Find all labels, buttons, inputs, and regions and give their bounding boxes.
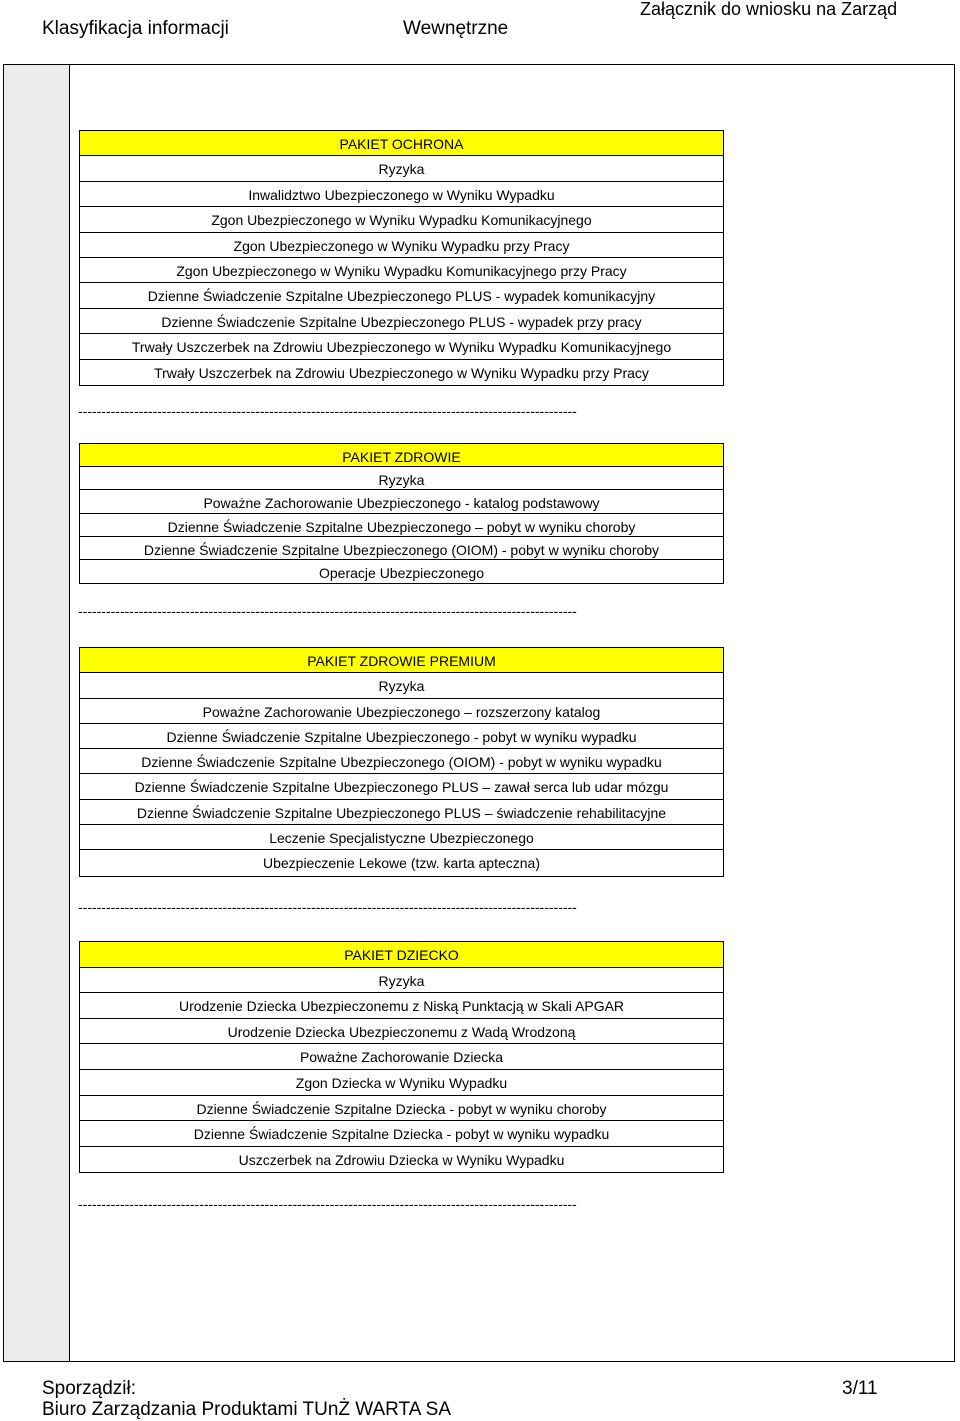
risk-item: Dzienne Świadczenie Szpitalne Dziecka - pobyt w wyniku wypadku	[80, 1121, 723, 1147]
left-gutter	[4, 65, 70, 1361]
risk-item: Dzienne Świadczenie Szpitalne Ubezpieczonego PLUS – zawał serca lub udar mózgu	[80, 774, 723, 799]
risk-item: Zgon Ubezpieczonego w Wyniku Wypadku Komunikacyjnego	[80, 207, 723, 232]
risk-item: Urodzenie Dziecka Ubezpieczonemu z Niską Punktacją w Skali APGAR	[80, 993, 723, 1019]
package-table	[79, 130, 724, 386]
package-title: PAKIET OCHRONA	[80, 131, 723, 156]
risk-item: Dzienne Świadczenie Szpitalne Dziecka - pobyt w wyniku choroby	[80, 1096, 723, 1122]
risk-header: Ryzyka	[80, 467, 723, 490]
package-table	[79, 443, 724, 584]
risk-item: Dzienne Świadczenie Szpitalne Ubezpieczonego PLUS - wypadek komunikacyjny	[80, 283, 723, 308]
risk-item: Zgon Ubezpieczonego w Wyniku Wypadku Komunikacyjnego przy Pracy	[80, 258, 723, 283]
package-title: PAKIET ZDROWIE	[80, 444, 723, 467]
header-classification: Klasyfikacja informacji	[42, 18, 229, 39]
package-table	[79, 941, 724, 1173]
risk-item: Poważne Zachorowanie Ubezpieczonego – rozszerzony katalog	[80, 699, 723, 724]
dashed-separator: -----------------------------------------------------------------------------------------------------------	[78, 604, 577, 618]
risk-item: Ubezpieczenie Lekowe (tzw. karta apteczna)	[262, 855, 541, 872]
risk-item: Zgon Ubezpieczonego w Wyniku Wypadku przy Pracy	[80, 233, 723, 258]
package-title: PAKIET ZDROWIE PREMIUM	[80, 648, 723, 673]
risk-item: Trwały Uszczerbek na Zdrowiu Ubezpieczonego w Wyniku Wypadku Komunikacyjnego	[80, 334, 723, 359]
footer-page-number: 3/11	[842, 1378, 878, 1399]
header-level: Wewnętrzne	[403, 18, 509, 39]
risk-item: Poważne Zachorowanie Ubezpieczonego - katalog podstawowy	[80, 490, 723, 513]
risk-item: Dzienne Świadczenie Szpitalne Ubezpieczonego PLUS - wypadek przy pracy	[80, 309, 723, 334]
risk-header: Ryzyka	[80, 673, 723, 698]
risk-item: Inwalidztwo Ubezpieczonego w Wyniku Wypadku	[80, 182, 723, 207]
risk-item: Dzienne Świadczenie Szpitalne Ubezpieczonego - pobyt w wyniku wypadku	[80, 724, 723, 749]
risk-item: Dzienne Świadczenie Szpitalne Ubezpieczonego (OIOM) - pobyt w wyniku wypadku	[80, 749, 723, 774]
risk-header: Ryzyka	[80, 156, 723, 181]
header-attachment: Załącznik do wniosku na Zarząd	[640, 0, 898, 19]
risk-item: Poważne Zachorowanie Dziecka	[80, 1044, 723, 1070]
dashed-separator: -----------------------------------------------------------------------------------------------------------	[78, 900, 577, 914]
risk-item: Dzienne Świadczenie Szpitalne Ubezpieczonego (OIOM) - pobyt w wyniku choroby	[80, 537, 723, 560]
risk-header: Ryzyka	[80, 968, 723, 994]
package-table	[79, 647, 724, 877]
risk-item: Trwały Uszczerbek na Zdrowiu Ubezpieczonego w Wyniku Wypadku przy Pracy	[154, 364, 649, 381]
risk-item: Dzienne Świadczenie Szpitalne Ubezpieczonego – pobyt w wyniku choroby	[80, 514, 723, 537]
dashed-separator: -----------------------------------------------------------------------------------------------------------	[78, 1197, 577, 1211]
risk-item: Operacje Ubezpieczonego	[319, 564, 484, 581]
footer-prepared-by: Biuro Zarządzania Produktami TUnŻ WARTA SA	[42, 1399, 452, 1420]
risk-item: Uszczerbek na Zdrowiu Dziecka w Wyniku Wypadku	[238, 1151, 565, 1168]
footer-prepared-label: Sporządził:	[42, 1378, 136, 1399]
risk-item: Leczenie Specjalistyczne Ubezpieczonego	[80, 825, 723, 850]
risk-item: Zgon Dziecka w Wyniku Wypadku	[80, 1070, 723, 1096]
risk-item: Dzienne Świadczenie Szpitalne Ubezpieczonego PLUS – świadczenie rehabilitacyjne	[80, 800, 723, 825]
risk-item: Urodzenie Dziecka Ubezpieczonemu z Wadą Wrodzoną	[80, 1019, 723, 1045]
dashed-separator: -----------------------------------------------------------------------------------------------------------	[78, 404, 577, 418]
package-title: PAKIET DZIECKO	[80, 942, 723, 968]
